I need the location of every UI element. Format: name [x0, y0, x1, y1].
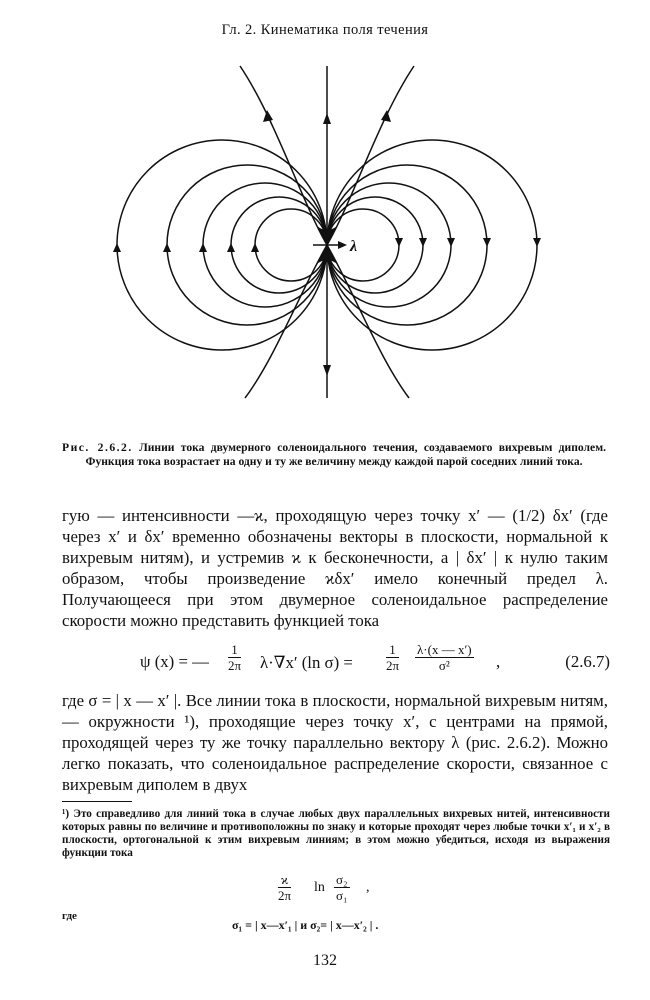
dipole-vector-arrowhead [338, 241, 347, 249]
arrow-open-right [381, 110, 391, 122]
equation-frac3: $\frac{\lambda\cdot(x — x')}{\text{σ²}}$ [417, 642, 472, 673]
arrow-right-2 [419, 238, 427, 247]
streamline-open-left [240, 66, 327, 245]
arrow-left-2 [227, 243, 235, 252]
footnote-rule [62, 801, 132, 802]
page-number: 132 [313, 952, 337, 969]
arrow-open-left [263, 110, 273, 122]
arrow-right-3 [447, 238, 455, 247]
arrow-left-3 [199, 243, 207, 252]
arrow-right-1 [395, 238, 403, 247]
streamline-open-right [327, 66, 414, 245]
footnote-frac2: $\frac{\text{σ₂}}{\text{σ₁}}$ [336, 872, 348, 903]
arrow-right-5 [533, 238, 541, 247]
arrow-left-4 [163, 243, 171, 252]
equation-middle: λ·∇x′ (ln σ) = [260, 653, 353, 672]
dipole-vector-label: λ [350, 238, 358, 255]
equation-number: (2.6.7) [565, 652, 610, 671]
streamline-open-left-lower [245, 245, 327, 398]
equation-2-6-7 [140, 640, 610, 688]
footnote-sigmas: σ₁ = | x—x′₁ | и σ₂= | x—x′₂ | . [232, 918, 379, 932]
footnote-comma: , [366, 880, 370, 895]
equation-frac1: $\frac{1}{2\pi}$ [228, 642, 242, 673]
equation-frac2: $\frac{1}{2\pi}$ [386, 642, 400, 673]
caption-text: Линии тока двумерного соленоидального течения, создаваемого вихревым диполем. Функция тока возрастает на одну и ту же величину между каждой парой соседних линий тока. [85, 441, 606, 468]
footnote-where: где [62, 910, 77, 922]
arrow-left-1 [251, 243, 259, 252]
streamline-left-5 [117, 140, 327, 350]
equation-comma: , [496, 652, 501, 671]
arrow-axis-lower [323, 365, 331, 376]
streamline-right-5 [327, 140, 537, 350]
body-paragraph-1: гую — интенсивности —ϰ, проходящую через точку x′ — (1/2) δx′ (где через x′ и δx′ временно обозначены векторы в плоскости, нормальной к вихревым нитям), и устремив ϰ к бесконечности, а | δx′ | к нулю таким образом, чтобы произведение ϰδx′ имело конечный предел λ. Получающееся при этом двумерное соленоидальное распределение скорости можно представить функцией тока [62, 506, 608, 630]
body-paragraph-2: где σ = | x — x′ |. Все линии тока в плоскости, нормальной вихревым нитям,— окружности ¹), проходящие через точку x′, с центрами на прямой, проходящей через ту же точку параллельно вектору λ (рис. 2.6.2). Можно легко показать, что соленоидальное распределение скорости, связанное с вихревым диполем в двух [62, 691, 608, 794]
figure-caption [62, 441, 606, 468]
streamline-figure [95, 58, 555, 403]
caption-label: Рис. 2.6.2. [62, 441, 133, 454]
arrow-left-5 [113, 243, 121, 252]
streamline-open-right-lower [327, 245, 409, 398]
footnote-frac1: $\frac{ϰ}{2\pi}$ [278, 872, 292, 903]
footnote-formula [270, 872, 470, 912]
streamline-left-4 [167, 165, 327, 325]
footnote-text: ¹) Это справедливо для линий тока в случае любых двух параллельных вихревых нитей, интенсивности которых равны по величине и противоположны по знаку и которые проходят через любые точки x′₁ и x′₂ в плоскости, ортогональной к этим вихревым линиям; в этом можно убедиться, исходя из выражения функции тока [62, 808, 610, 859]
streamline-left-3 [203, 183, 327, 307]
arrow-right-4 [483, 238, 491, 247]
equation-lhs: ψ (x) = — [140, 652, 209, 671]
arrow-axis-upper [323, 113, 331, 124]
footnote-ln: ln [314, 880, 325, 895]
running-header: Гл. 2. Кинематика поля течения [221, 22, 429, 38]
